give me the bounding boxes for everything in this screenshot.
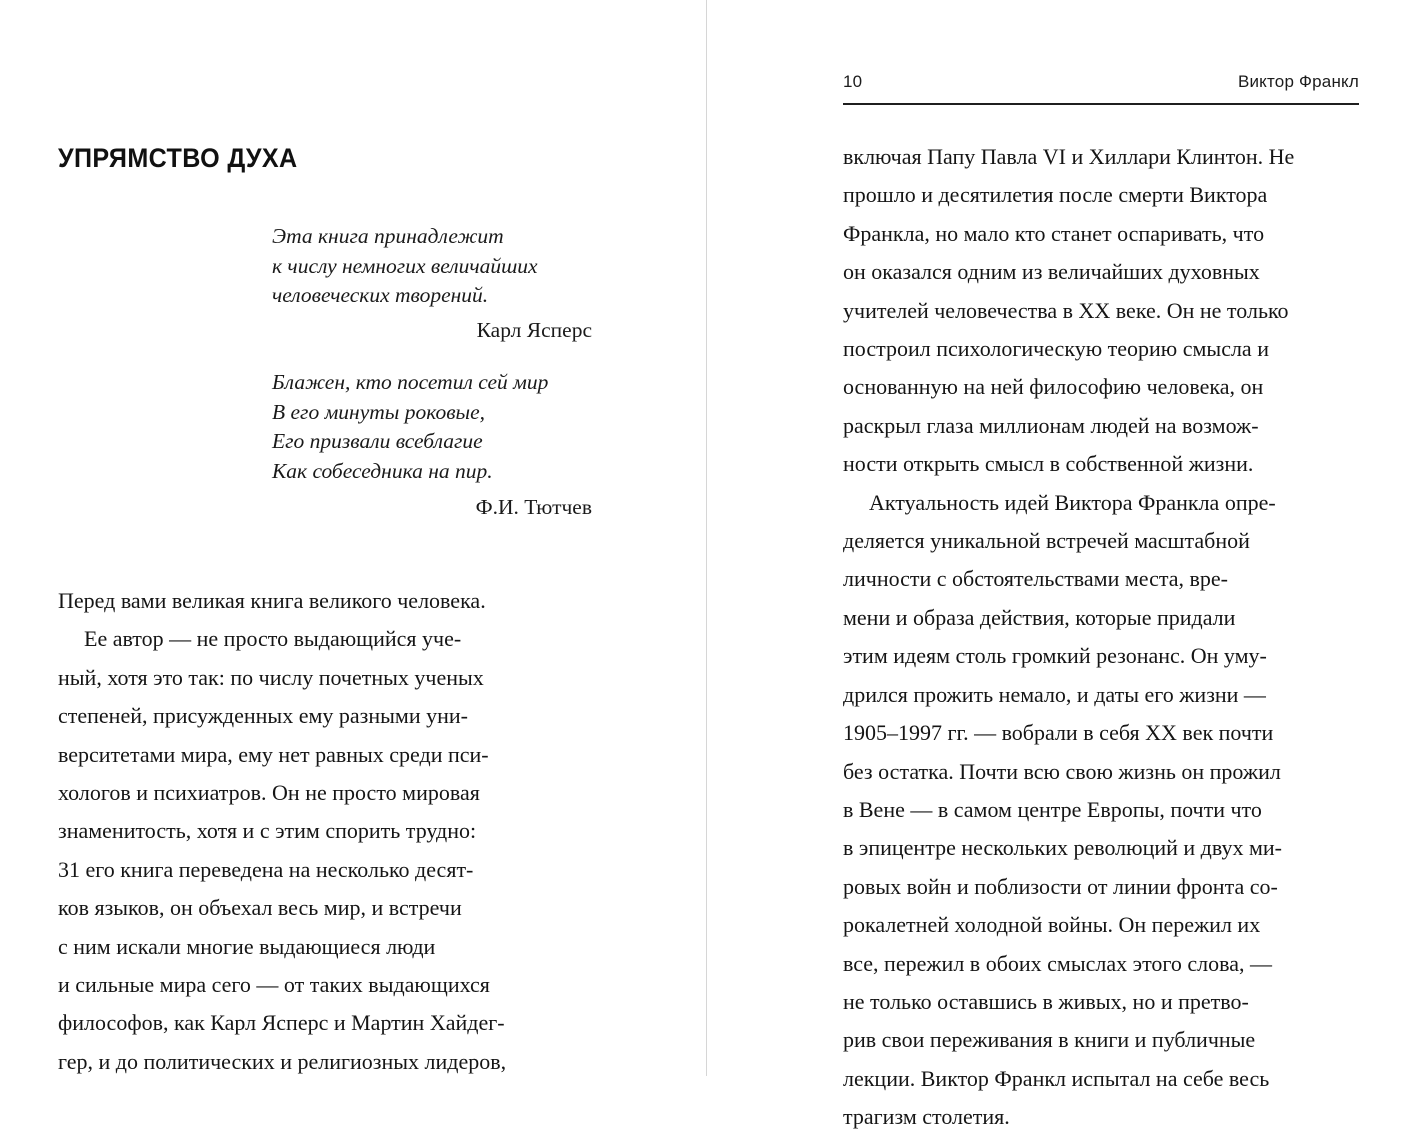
- epigraph-line: к числу немногих величайших: [272, 253, 538, 278]
- text-line: и сильные мира сего — от таких выдающихся: [58, 972, 490, 998]
- text-line: раскрыл глаза миллионам людей на возмож-: [843, 412, 1259, 438]
- text-line: включая Папу Павла VI и Хиллари Клинтон. Не: [843, 144, 1295, 169]
- text-line: гер, и до политических и религиозных лидеров,: [58, 1048, 507, 1074]
- epigraph-line: Его призвали всеблагие: [272, 429, 483, 453]
- text-line: мени и образа действия, которые придали: [843, 604, 1236, 630]
- text-line: в Вене — в самом центре Европы, почти что: [843, 796, 1262, 822]
- text-line: Актуальность идей Виктора Франкла опре-: [869, 489, 1276, 515]
- running-head: [843, 72, 1359, 92]
- text-line: основанную на ней философию человека, он: [843, 374, 1264, 400]
- running-head-rule: [843, 103, 1359, 105]
- text-line: прошло и десятилетия после смерти Виктора: [843, 182, 1268, 208]
- text-line: ков языков, он объехал весь мир, и встречи: [58, 895, 462, 921]
- text-line: в эпицентре нескольких революций и двух ми-: [843, 835, 1283, 861]
- text-line: личности с обстоятельствами места, вре-: [843, 566, 1228, 592]
- text-line: не только оставшись в живых, но и претво-: [843, 988, 1249, 1014]
- text-line: ный, хотя это так: по числу почетных ученых: [58, 664, 484, 690]
- epigraph-tyutchev: [272, 368, 592, 522]
- text-line: деляется уникальной встречей масштабной: [843, 528, 1250, 554]
- right-page-body-text: [843, 138, 1361, 1137]
- running-title: Виктор Франкл: [1237, 72, 1359, 91]
- text-line: 31 его книга переведена на несколько десят-: [58, 856, 474, 882]
- text-line: с ним искали многие выдающиеся люди: [58, 933, 436, 959]
- text-line: лекции. Виктор Франкл испытал на себе весь: [843, 1065, 1270, 1091]
- text-line: Перед вами великая книга великого человека.: [58, 588, 486, 613]
- text-line: дрился прожить немало, и даты его жизни —: [843, 681, 1266, 707]
- text-line: ровых войн и поблизости от линии фронта со-: [843, 873, 1278, 899]
- text-line: Франкла, но мало кто станет оспаривать, что: [843, 220, 1265, 246]
- text-line: знаменитость, хотя и с этим спорить трудно:: [58, 818, 477, 844]
- text-line: 1905–1997 гг. — вобрали в себя XX век почти: [843, 720, 1274, 746]
- text-line: философов, как Карл Ясперс и Мартин Хайдег-: [58, 1010, 505, 1036]
- epigraph-line: Как собеседника на пир.: [272, 458, 493, 483]
- text-line-indented: [58, 620, 599, 658]
- text-line: ности открыть смысл в собственной жизни.: [843, 451, 1254, 477]
- text-line: степеней, присужденных ему разными уни-: [58, 703, 468, 729]
- text-line: построил психологическую теорию смысла и: [843, 336, 1269, 362]
- epigraph-source: Ф.И. Тютчев: [475, 495, 592, 519]
- text-line: рокалетней холодной войны. Он пережил их: [843, 912, 1261, 938]
- text-line: он оказался одним из величайших духовных: [843, 259, 1260, 285]
- page-number: 10: [843, 72, 863, 91]
- epigraph-line: Блажен, кто посетил сей мир: [272, 370, 549, 394]
- text-line: этим идеям столь громкий резонанс. Он уму-: [843, 643, 1267, 669]
- epigraph-jaspers: [272, 222, 592, 345]
- epigraph-line: В его минуты роковые,: [272, 399, 486, 424]
- left-page-body-text: [58, 582, 599, 1081]
- text-line: Ее автор — не просто выдающийся уче-: [84, 626, 462, 652]
- text-line: верситетами мира, ему нет равных среди пси-: [58, 741, 489, 767]
- text-line: трагизм столетия.: [843, 1104, 1010, 1130]
- text-line: без остатка. Почти всю свою жизнь он прожил: [843, 758, 1281, 784]
- chapter-title: УПРЯМСТВО ДУХА: [58, 143, 298, 173]
- text-line: хологов и психиатров. Он не просто мировая: [58, 780, 480, 806]
- epigraph-line: Эта книга принадлежит: [272, 224, 504, 248]
- text-line-indented: [843, 484, 1361, 522]
- text-line: учителей человечества в XX веке. Он не только: [843, 297, 1289, 323]
- epigraph-line: человеческих творений.: [272, 283, 489, 307]
- text-line: рив свои переживания в книги и публичные: [843, 1027, 1256, 1053]
- epigraph-source: Карл Ясперс: [476, 317, 592, 342]
- left-page: [0, 0, 706, 1106]
- text-line: все, пережил в обоих смыслах этого слова, —: [843, 950, 1272, 976]
